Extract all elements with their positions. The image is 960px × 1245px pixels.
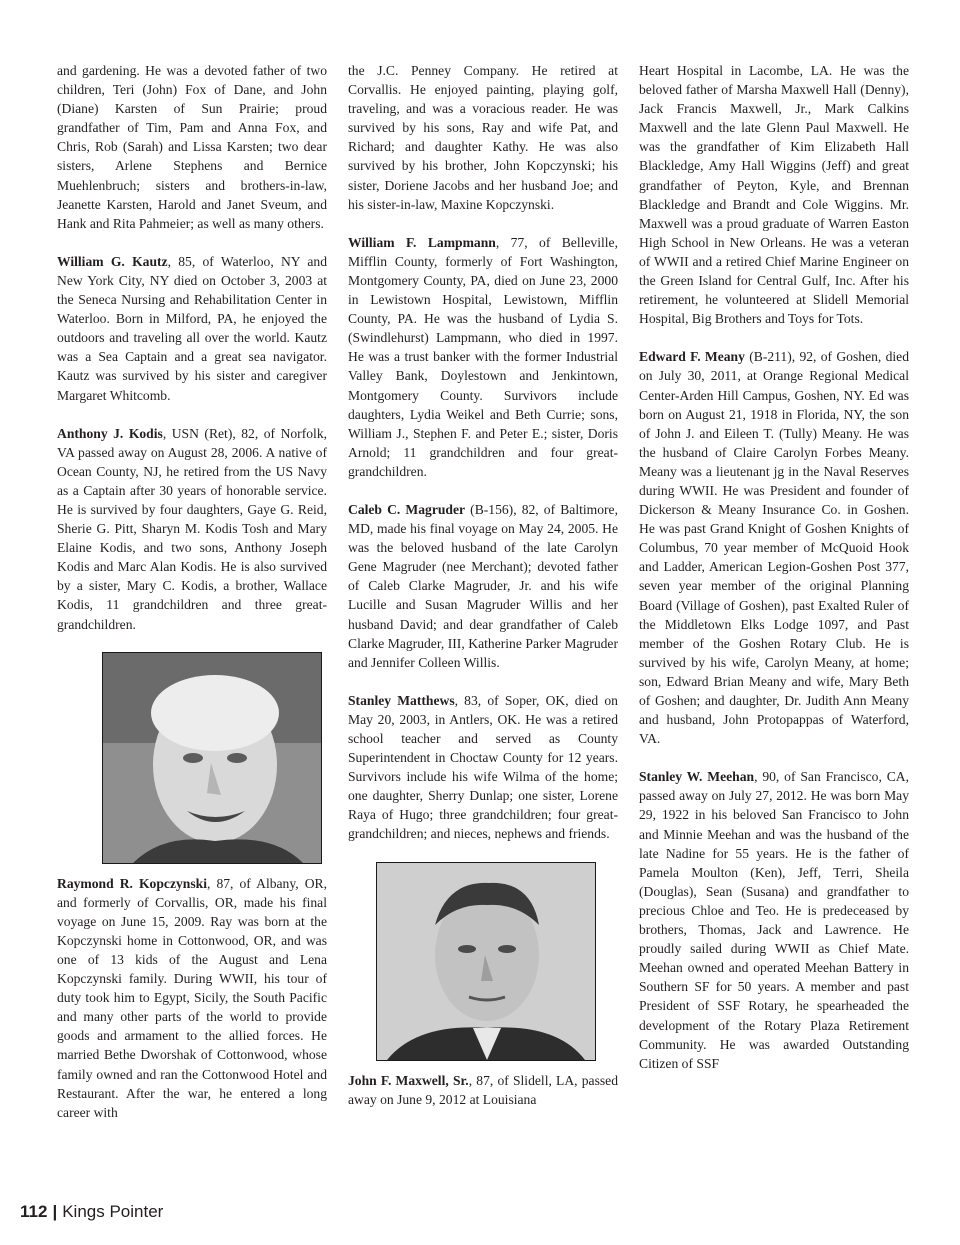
obituary-name: William F. Lampmann bbox=[348, 234, 496, 250]
obituary-text: , 85, of Waterloo, NY and New York City, NY died on October 3, 2003 at the Seneca Nursing and Rehabilitation Center in Waterloo. Born in Milford, PA, he enjoyed the outdoors and traveling all over the world. Kautz was a Sea Captain and a great sea navigator. Kautz was survived by his sister and caregiver Margaret Whitcomb. bbox=[57, 253, 327, 403]
column-1 bbox=[57, 61, 327, 1122]
obituary-continuation: and gardening. He was a devoted father of two children, Teri (John) Fox of Dane, and John (Diane) Karsten of Sun Prairie; proud grandfather of Tim, Pam and Anna Fox, and Chris, Rob (Sarah) and Lissa Karsten; two dear sisters, Arlene Stephens and Bernice Muehlenbruch; sisters and brothers-in-law, Jeanette Karsten, Harold and Janet Sveum, and Hank and Rita Pahmeier; as well as many others. bbox=[57, 63, 327, 231]
column-2 bbox=[348, 61, 618, 1109]
obituary-text: , 90, of San Francisco, CA, passed away on July 27, 2012. He was born May 29, 1922 in his beloved San Francisco to John and Minnie Meehan and was the husband of the late Nadine for 55 years. He is the father of Pamela Moulton (Ken), Jeff, Terri, Sheila (Douglas), Sean (Susana) and grandfather to precious Chloe and Teo. He is predeceased by brothers, Thomas, Jack and Lawrence. He proudly sailed during WWII as Chief Mate. Meehan owned and operated Meehan Battery in Southern SF for 50 years. A member and past President of SSF Rotary, he spearheaded the development of the Rotary Plaza Retirement Community. He was awarded Outstanding Citizen of SSF bbox=[639, 769, 909, 1071]
obituary-lampmann bbox=[348, 233, 618, 481]
obituary-kautz bbox=[57, 252, 327, 405]
portrait-image bbox=[377, 863, 595, 1060]
obituary-continuation: Heart Hospital in Lacombe, LA. He was the beloved father of Marsha Maxwell Hall (Denny), Jack Francis Maxwell, Jr., Mark Calkins Maxwell and the late Glenn Paul Maxwell. He was the grandfather of Kim Elizabeth Hall Blackledge, Amy Hall Wiggins (Jeff) and great grandfather of Peyton, Kyle, and Brennan Blackledge and Brandt and Cole Wiggins. Mr. Maxwell was a proud graduate of Warren Easton High School in New Orleans. He was a veteran of WWII and a retired Chief Marine Engineer on the Green Island for Central Gulf, Inc. After his retirement, he volunteered at Slidell Memorial Hospital, Big Brothers and Toys for Tots. bbox=[639, 63, 909, 327]
obituary-kodis bbox=[57, 424, 327, 634]
obituary-name: John F. Maxwell, Sr. bbox=[348, 1072, 469, 1088]
obituary-text: , 87, of Slidell, LA, passed away on June 9, 2012 at Louisiana bbox=[348, 1072, 618, 1107]
obituary-text: (B-156), 82, of Baltimore, MD, made his final voyage on May 24, 2005. He was the beloved husband of the late Carolyn Gene Magruder (nee Merchant); devoted father of Caleb Clarke Magruder, Jr. and his wife Lucille and Susan Magruder Willis and her husband David; and dear grandfather of Caleb Clarke Magruder, III, Katherine Parker Magruder and Jennifer Colleen Willis. bbox=[348, 501, 618, 670]
obituary-kopczynski bbox=[57, 874, 327, 1122]
page-number: 112 bbox=[20, 1202, 48, 1221]
obituary-meany bbox=[639, 347, 909, 748]
obituary-name: Stanley Matthews bbox=[348, 692, 455, 708]
obituary-name: Edward F. Meany bbox=[639, 349, 745, 365]
obituary-meehan bbox=[639, 767, 909, 1073]
footer-separator: | bbox=[52, 1202, 58, 1221]
obituary-name: Anthony J. Kodis bbox=[57, 425, 163, 441]
column-3 bbox=[639, 61, 909, 1073]
obituary-name: William G. Kautz bbox=[57, 253, 168, 269]
obituary-continuation: the J.C. Penney Company. He retired at Corvallis. He enjoyed painting, playing golf, traveling, and was a voracious reader. He was survived by his sons, Ray and wife Pat, and Richard; and daughter Kathy. He was also survived by his brother, John Kopczynski; his sister, Doriene Jacobs and her husband Joe; and his sister-in-law, Maxine Kopczynski. bbox=[348, 63, 618, 212]
publication-name: Kings Pointer bbox=[62, 1202, 164, 1221]
obituary-text: , 87, of Albany, OR, and formerly of Corvallis, OR, made his final voyage on June 15, 2009. Ray was born at the Kopczynski home in Cottonwood, OR, and was one of 13 kids of the August and Lena Kopczynski family. During WWII, his tour of duty took him to Egypt, Sicily, the South Pacific and many other parts of the world to provide goods and armament to the allied forces. He married Bethe Dworshak of Cottonwood, whose family owned and ran the Cottonwood Hotel and Restaurant. After the war, he entered a long career with bbox=[57, 875, 328, 1120]
obituary-magruder bbox=[348, 500, 618, 672]
page-footer bbox=[20, 1202, 163, 1222]
obituary-text: , 77, of Belleville, Mifflin County, formerly of Fort Washington, Montgomery County, PA, died on June 23, 2000 in Lewistown Hospital, Lewistown, Mifflin County, PA. He was the husband of Lydia S. (Swindlehurst) Lampmann, who died in 1997. He was a trust banker with the former Industrial Valley Bank, Doylestown and Jenkintown, Montgomery County. Survivors include daughters, Lydia Weikel and Beth Currie; sons, William J., Stephen F. and Peter E.; sister, Doris Arnold; 11 grandchildren and four great-grandchildren. bbox=[348, 234, 618, 479]
obituary-name: Caleb C. Magruder bbox=[348, 501, 466, 517]
obituary-matthews bbox=[348, 691, 618, 844]
obituary-name: Raymond R. Kopczynski bbox=[57, 875, 207, 891]
portrait-image bbox=[103, 653, 321, 863]
obituary-text: (B-211), 92, of Goshen, died on July 30, 2011, at Orange Regional Medical Center-Arden Hill Campus, Goshen, NY. Ed was born on August 21, 1918 in Florida, NY, the son of John J. and Eileen T. (Tully) Meany. He was the husband of Claire Carolyn Forbes Meany. Meany was a lieutenant jg in the Naval Reserves during WWII. He was President and founder of Dickerson & Meany Insurance Co. in Goshen. He was past Grand Knight of Goshen Knights of Columbus, 70 year member of McQuoid Hook and Ladder, American Legion-Goshen Post 377, seven year member of the original Planning Board (Village of Goshen), past Exalted Ruler of the Middletown Elks Lodge 1097, and Past member of the Goshen Rotary Club. He is survived by his wife, Carolyn Meany, at home; son, Edward Brian Meany and wife, Mary Beth of Goshen; and daughter, Dr. Judith Ann Meany and husband, John Protopappas of Waterford, VA. bbox=[639, 349, 910, 747]
obituary-text: , 83, of Soper, OK, died on May 20, 2003, in Antlers, OK. He was a retired school teacher and served as County Superintendent in Choctaw County for 12 years. Survivors include his wife Wilma of the home; one daughter, Sherry Dunlap; one sister, Lorene Raya of Hugo; three grandchildren; four great-grandchildren; and nieces, nephews and friends. bbox=[348, 692, 618, 842]
portrait-photo-kopczynski bbox=[102, 652, 322, 864]
obituary-maxwell bbox=[348, 1071, 618, 1109]
obituary-text: , USN (Ret), 82, of Norfolk, VA passed away on August 28, 2006. A native of Ocean County, NJ, he retired from the US Navy as a Captain after 30 years of honorable service. He is survived by four daughters, Gaye G. Reid, Sherie G. Pitt, Sharyn M. Kodis Tosh and Mary Elaine Kodis, and two sons, Anthony Joseph Kodis and Marc Alan Kodis. He is also survived by a sister, Mary C. Kodis, a brother, Wallace Kodis, 11 grandchildren and three great-grandchildren. bbox=[57, 425, 328, 632]
portrait-photo-maxwell bbox=[376, 862, 596, 1061]
obituary-name: Stanley W. Meehan bbox=[639, 769, 755, 785]
